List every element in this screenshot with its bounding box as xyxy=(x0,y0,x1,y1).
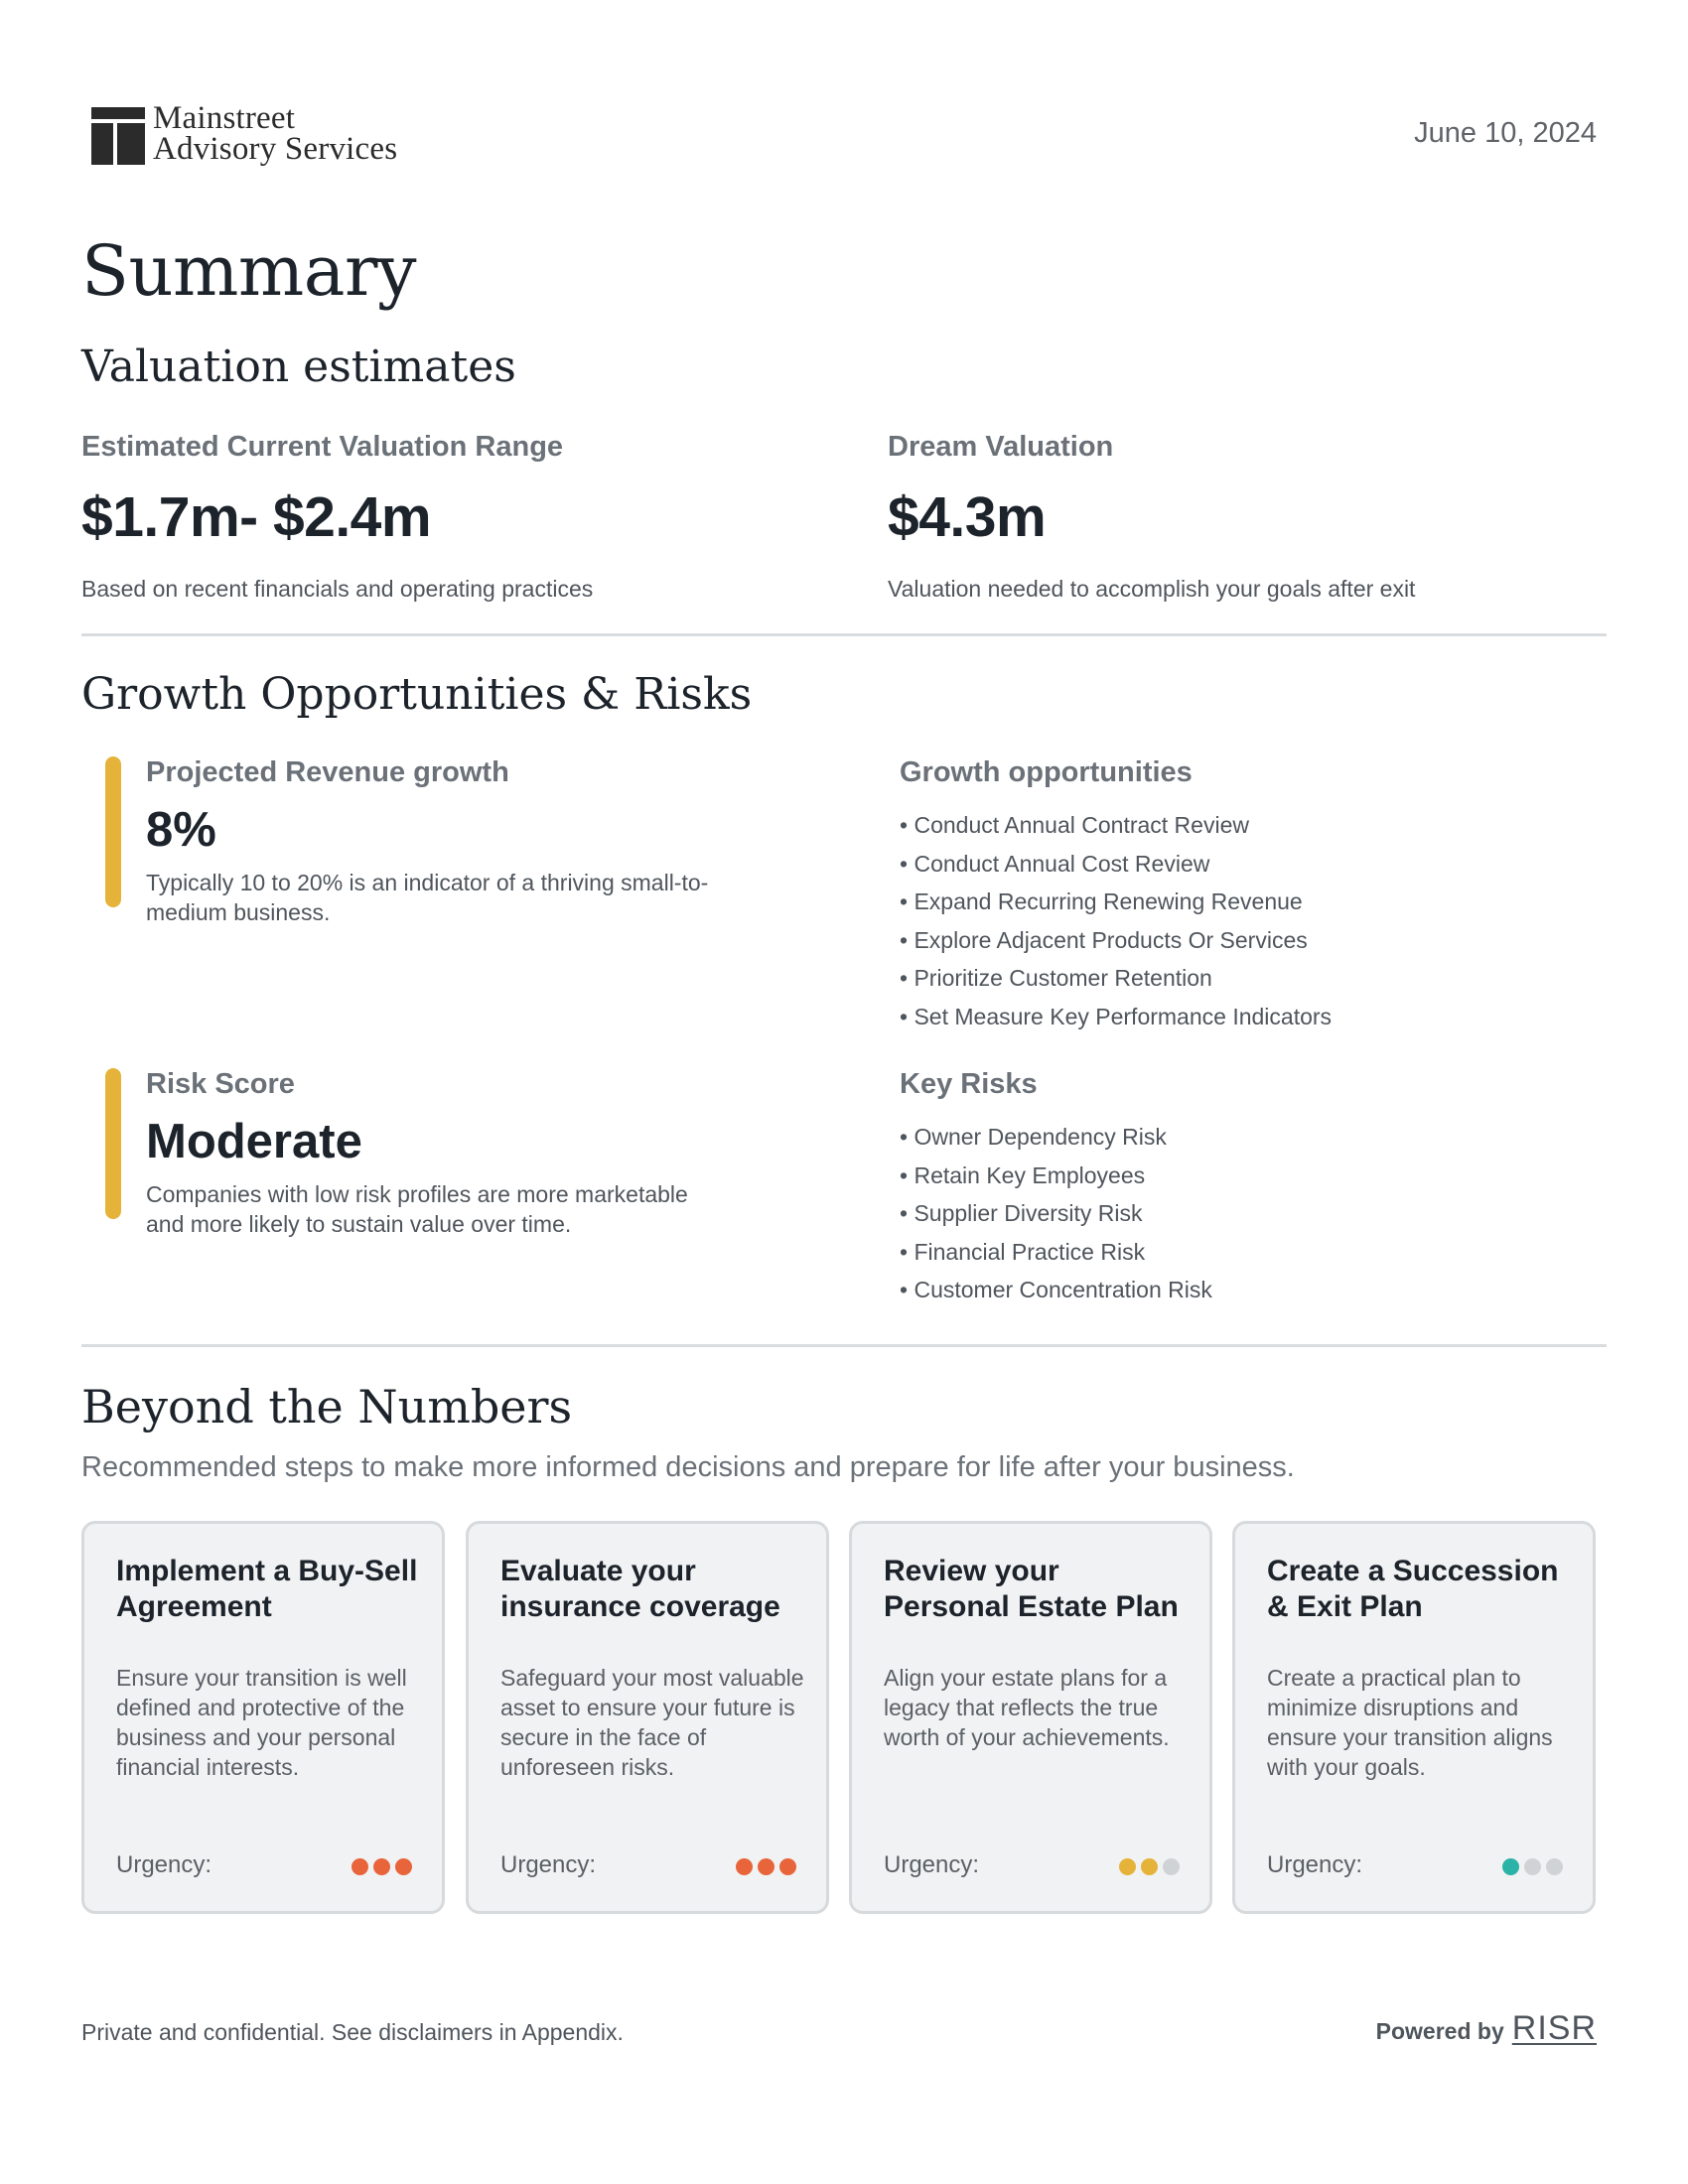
list-item: • Conduct Annual Contract Review xyxy=(900,806,1332,845)
urgency-indicator xyxy=(1502,1858,1563,1875)
section-divider xyxy=(81,1344,1607,1347)
list-item: • Explore Adjacent Products Or Services xyxy=(900,921,1332,960)
recommendation-card[interactable] xyxy=(1232,1521,1596,1914)
current-valuation-value: $1.7m- $2.4m xyxy=(81,485,432,549)
recommendation-card[interactable] xyxy=(81,1521,445,1914)
report-date: June 10, 2024 xyxy=(1414,117,1597,149)
powered-by xyxy=(1376,2009,1597,2048)
urgency-label: Urgency: xyxy=(116,1851,212,1878)
revenue-growth-label: Projected Revenue growth xyxy=(146,756,509,788)
recommendation-card[interactable] xyxy=(466,1521,829,1914)
card-title: Evaluate your insurance coverage xyxy=(500,1555,780,1623)
risk-score-label: Risk Score xyxy=(146,1068,295,1100)
list-item: • Conduct Annual Cost Review xyxy=(900,845,1332,884)
list-item: • Financial Practice Risk xyxy=(900,1233,1212,1272)
urgency-dot xyxy=(1524,1858,1541,1875)
key-risks-title: Key Risks xyxy=(900,1068,1038,1100)
urgency-dot xyxy=(1502,1858,1519,1875)
footer-disclaimer: Private and confidential. See disclaimers in Appendix. xyxy=(81,2019,624,2045)
dream-valuation-note: Valuation needed to accomplish your goals after exit xyxy=(888,576,1416,602)
list-item: • Retain Key Employees xyxy=(900,1157,1212,1195)
card-body: Ensure your transition is well defined and protective of the business and your personal financial interests. xyxy=(116,1665,407,1780)
logo-line-1: Mainstreet xyxy=(153,100,296,136)
urgency-label: Urgency: xyxy=(884,1851,980,1878)
logo-mark-icon xyxy=(91,107,145,165)
urgency-dot xyxy=(736,1858,753,1875)
company-logo xyxy=(91,100,449,173)
urgency-indicator xyxy=(1119,1858,1180,1875)
urgency-dot xyxy=(1163,1858,1180,1875)
logo-line-2: Advisory Services xyxy=(153,131,398,167)
revenue-growth-note: Typically 10 to 20% is an indicator of a thriving small-to-medium business. xyxy=(146,870,709,925)
growth-heading: Growth Opportunities & Risks xyxy=(81,669,753,720)
urgency-dot xyxy=(1119,1858,1136,1875)
revenue-accent-bar xyxy=(105,756,121,907)
page-title: Summary xyxy=(81,230,417,312)
list-item: • Supplier Diversity Risk xyxy=(900,1194,1212,1233)
list-item: • Owner Dependency Risk xyxy=(900,1118,1212,1157)
growth-opportunities-title: Growth opportunities xyxy=(900,756,1193,788)
risk-score-value: Moderate xyxy=(146,1115,362,1168)
card-title: Implement a Buy-Sell Agreement xyxy=(116,1555,418,1623)
urgency-indicator xyxy=(736,1858,796,1875)
urgency-dot xyxy=(373,1858,390,1875)
list-item: • Expand Recurring Renewing Revenue xyxy=(900,883,1332,921)
urgency-label: Urgency: xyxy=(500,1851,597,1878)
valuation-heading: Valuation estimates xyxy=(81,341,516,392)
section-divider xyxy=(81,633,1607,636)
dream-valuation-value: $4.3m xyxy=(888,485,1047,549)
list-item: • Customer Concentration Risk xyxy=(900,1271,1212,1309)
urgency-dot xyxy=(352,1858,368,1875)
urgency-label: Urgency: xyxy=(1267,1851,1363,1878)
revenue-growth-value: 8% xyxy=(146,803,216,857)
growth-opportunities-list xyxy=(900,806,1332,1035)
risk-score-note: Companies with low risk profiles are more marketable and more likely to sustain value over time. xyxy=(146,1181,688,1237)
urgency-dot xyxy=(779,1858,796,1875)
risk-accent-bar xyxy=(105,1068,121,1219)
logo-text xyxy=(153,100,398,167)
card-title: Review your Personal Estate Plan xyxy=(884,1555,1179,1623)
powered-by-label: Powered by xyxy=(1375,2018,1504,2044)
list-item: • Set Measure Key Performance Indicators xyxy=(900,998,1332,1036)
beyond-subtitle: Recommended steps to make more informed decisions and prepare for life after your business. xyxy=(81,1451,1295,1483)
urgency-indicator xyxy=(352,1858,412,1875)
card-body: Safeguard your most valuable asset to ensure your future is secure in the face of unforeseen risks. xyxy=(500,1665,804,1780)
card-body: Align your estate plans for a legacy that reflects the true worth of your achievements. xyxy=(884,1665,1170,1750)
brand-logo: RISR xyxy=(1511,2009,1597,2047)
recommendation-card[interactable] xyxy=(849,1521,1212,1914)
beyond-heading: Beyond the Numbers xyxy=(81,1380,573,1433)
card-body: Create a practical plan to minimize disruptions and ensure your transition aligns with your goals. xyxy=(1267,1665,1553,1780)
card-title: Create a Succession & Exit Plan xyxy=(1267,1555,1559,1623)
key-risks-list xyxy=(900,1118,1212,1309)
current-valuation-label: Estimated Current Valuation Range xyxy=(81,431,564,463)
urgency-dot xyxy=(758,1858,774,1875)
list-item: • Prioritize Customer Retention xyxy=(900,959,1332,998)
urgency-dot xyxy=(395,1858,412,1875)
urgency-dot xyxy=(1141,1858,1158,1875)
current-valuation-note: Based on recent financials and operating practices xyxy=(81,576,594,602)
urgency-dot xyxy=(1546,1858,1563,1875)
dream-valuation-label: Dream Valuation xyxy=(888,431,1114,463)
